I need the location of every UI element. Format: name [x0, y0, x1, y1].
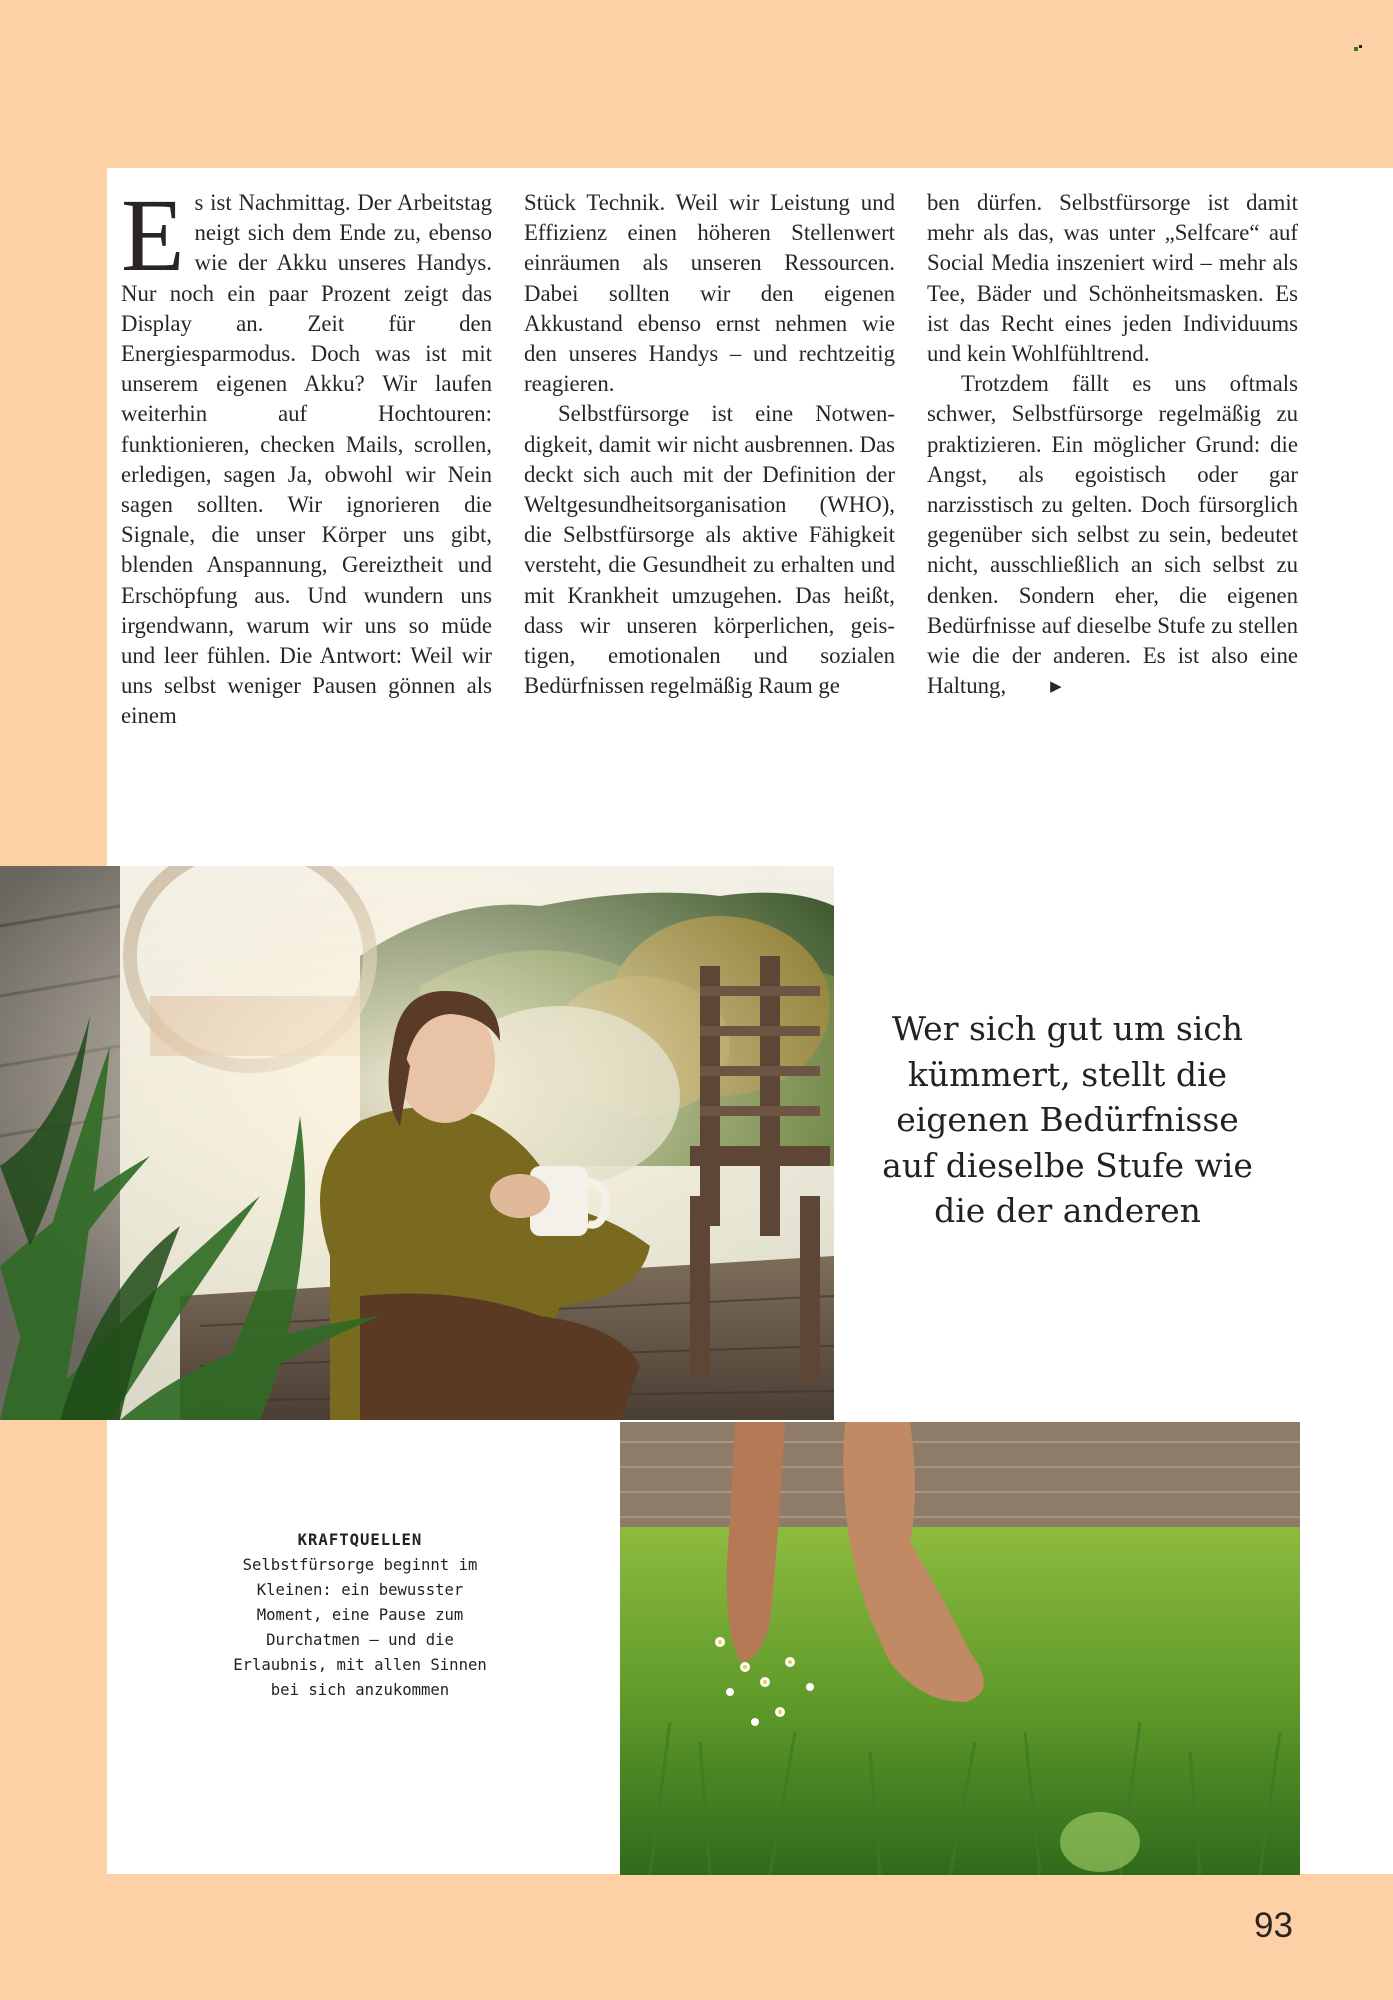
col2-paragraph-1: Stück Technik. Weil wir Leistung und Effizienz einen höheren Stellenwert einräumen als unseren Ressourcen. Dabei sollten wir den eigenen Akkustand ebenso ernst nehmen wie den unseres Handys – und rechtzeitig reagieren. [524, 190, 895, 397]
caption-heading: KRAFTQUELLEN [297, 1531, 423, 1549]
photo-woman-with-tea [0, 866, 834, 1420]
article-column-1 [121, 178, 492, 732]
page-number: 93 [1254, 1906, 1293, 1945]
col1-paragraph-1: s ist Nachmittag. Der Arbeitstag neigt sich dem Ende zu, ebenso wie der Akku unseres Handys. Nur noch ein paar Prozent zeigt das Display an. Zeit für den Energiesparmodus. Doch was ist mit unserem eigenen Akku? Wir laufen weiterhin auf Hochtouren: funktionieren, checken Mails, scrollen, erledigen, sagen Ja, obwohl wir Nein sagen sollten. Wir ignorieren die Signale, die unser Körper uns gibt, blenden Anspannung, Gereiztheit und Erschöpfung aus. Und wundern uns irgendwann, warum wir uns so müde und leer fühlen. Die Antwort: Weil wir uns selbst weniger Pausen gönnen als einem [121, 190, 492, 729]
caption-text: Selbstfürsorge beginnt im Kleinen: ein bewusster Moment, eine Pause zum Durchatmen – und die Erlaubnis, mit allen Sinnen bei sich anzukommen [233, 1556, 487, 1699]
col3-paragraph-2-text: Trotzdem fällt es uns oftmals schwer, Selbstfürsorge regelmäßig zu praktizieren. Ein möglicher Grund: die Angst, als egoistisch oder gar narzisstisch zu gelten. Doch fürsorglich gegenüber sich selbst zu sein, bedeutet nicht, ausschließlich an sich selbst zu denken. Sondern eher, die eigenen Bedürfnisse auf dieselbe Stufe zu stellen wie die der anderen. Es ist also eine Haltung, [927, 371, 1298, 699]
article-column-3 [927, 188, 1298, 702]
drop-cap: E [121, 178, 185, 293]
pull-quote: Wer sich gut um sich kümmert, stellt die eigenen Bedürfnisse auf dieselbe Stufe wie die der anderen [882, 1009, 1253, 1230]
col2-paragraph-2: Selbstfürsorge ist eine Notwendigkeit, damit wir nicht ausbrennen. Das deckt sich auch mit der Definition der Weltgesundheitsorganisation (WHO), die Selbstfürsorge als aktive Fähigkeit versteht, die Gesundheit zu erhalten und mit Krankheit umzugehen. Das heißt, dass wir unseren körperlichen, geistigen, emotionalen und sozialen Bedürfnissen regelmäßig Raum ge [524, 401, 895, 699]
article-column-2 [524, 188, 895, 701]
col3-paragraph-2 [927, 369, 1298, 702]
corner-mark [1354, 39, 1364, 49]
continue-arrow-icon: ▶ [1050, 679, 1062, 696]
col3-paragraph-1: ben dürfen. Selbstfürsorge ist damit mehr als das, was unter „Selfcare“ auf Social Media inszeniert wird – mehr als Tee, Bäder und Schönheitsmasken. Es ist das Recht eines jeden Individuums und kein Wohlfühltrend. [927, 190, 1298, 367]
photo-caption [225, 1528, 495, 1703]
photo-barefoot-grass [620, 1422, 1300, 1875]
